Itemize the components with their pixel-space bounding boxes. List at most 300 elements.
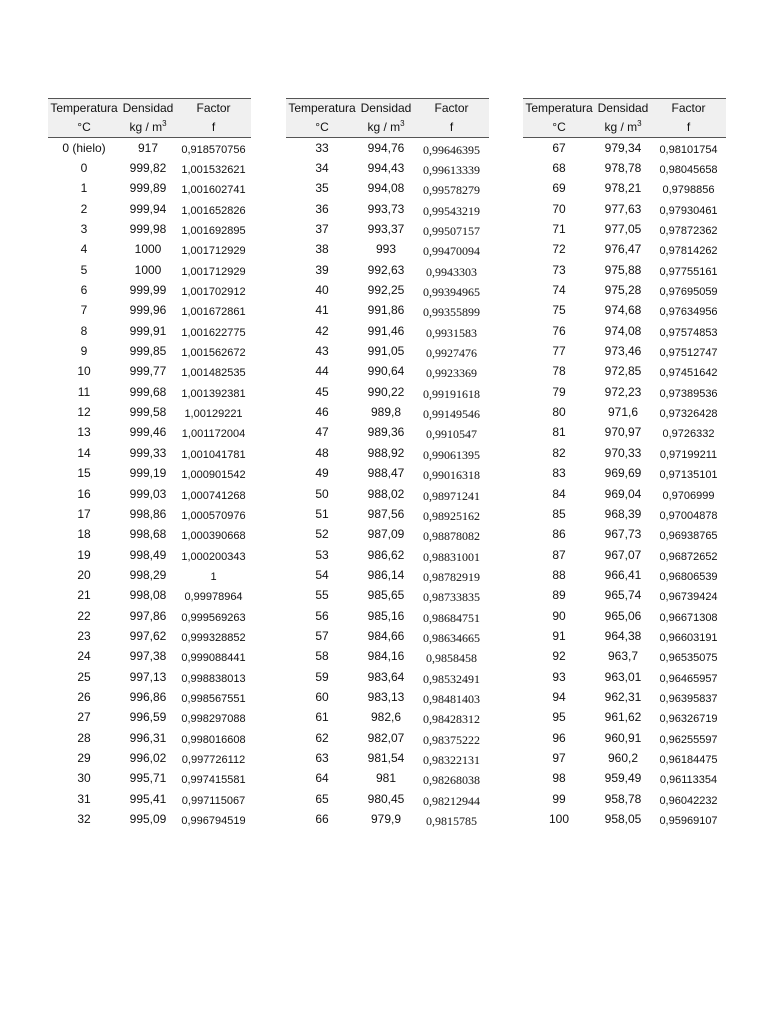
table-row <box>286 280 489 300</box>
table-row <box>48 809 251 829</box>
table-row <box>286 260 489 280</box>
table-row <box>48 667 251 687</box>
header-temperature: Temperatura <box>286 99 358 119</box>
cell-temperature: 75 <box>552 303 566 318</box>
cell-temperature: 41 <box>315 303 329 318</box>
cell-density: 990,22 <box>367 384 405 399</box>
cell-temperature: 45 <box>315 384 329 399</box>
table-row <box>48 484 251 504</box>
cell-density: 979,9 <box>370 812 402 827</box>
cell-density: 993,37 <box>367 222 405 237</box>
cell-density: 992,63 <box>367 262 405 277</box>
cell-factor: 0,997115067 <box>181 794 246 807</box>
cell-temperature: 98 <box>552 771 566 786</box>
cell-density: 962,31 <box>604 689 642 704</box>
cell-density: 972,85 <box>604 364 642 379</box>
cell-factor: 0,96603191 <box>659 631 718 644</box>
cell-density: 997,86 <box>129 608 167 623</box>
cell-factor: 0,9798856 <box>662 184 715 197</box>
table-row <box>523 280 726 300</box>
table-row <box>48 341 251 361</box>
table-row <box>523 626 726 646</box>
table-row <box>523 545 726 565</box>
table-row <box>48 728 251 748</box>
table-row <box>286 809 489 829</box>
cell-factor: 0,9923369 <box>426 366 477 381</box>
cell-factor: 0,99613339 <box>423 163 480 178</box>
cell-factor: 1 <box>210 570 217 583</box>
cell-factor: 1,000200343 <box>181 550 246 563</box>
cell-factor: 0,96255597 <box>659 733 718 746</box>
cell-density: 999,77 <box>129 364 167 379</box>
table-row <box>48 423 251 443</box>
table-row <box>286 219 489 239</box>
cell-density: 999,33 <box>129 445 167 460</box>
cell-density: 970,33 <box>604 445 642 460</box>
header-density-unit: kg / $m^3$ <box>595 118 651 138</box>
table-row <box>48 280 251 300</box>
cell-density: 999,99 <box>129 283 167 298</box>
table-row <box>48 464 251 484</box>
cell-temperature: 33 <box>315 140 329 155</box>
cell-density: 991,46 <box>367 323 405 338</box>
cell-temperature: 24 <box>77 649 91 664</box>
table-header <box>286 99 489 138</box>
cell-density: 982,07 <box>367 730 405 745</box>
header-temperature-unit: °C <box>286 118 358 138</box>
density-table <box>48 98 251 830</box>
cell-factor: 0,98782919 <box>423 569 480 584</box>
cell-temperature: 94 <box>552 689 566 704</box>
cell-temperature: 23 <box>77 628 91 643</box>
density-table <box>523 98 726 830</box>
table-row <box>523 240 726 260</box>
table-row <box>523 219 726 239</box>
cell-temperature: 88 <box>552 567 566 582</box>
table-row <box>286 240 489 260</box>
table-row <box>48 789 251 809</box>
cell-density: 976,47 <box>604 242 642 257</box>
table-row <box>286 443 489 463</box>
cell-temperature: 34 <box>315 161 329 176</box>
cell-temperature: 49 <box>315 466 329 481</box>
table-row <box>286 341 489 361</box>
table-row <box>523 484 726 504</box>
table-row <box>523 667 726 687</box>
table-row <box>286 504 489 524</box>
cell-density: 984,16 <box>367 649 405 664</box>
table-header <box>523 99 726 138</box>
cell-density: 989,8 <box>370 405 402 420</box>
cell-temperature: 87 <box>552 547 566 562</box>
cell-temperature: 19 <box>77 547 91 562</box>
cell-factor: 1,001172004 <box>181 428 246 441</box>
header-density-unit: kg / $m^3$ <box>358 118 414 138</box>
header-factor: Factor <box>414 99 489 119</box>
cell-temperature: 5 <box>80 262 88 277</box>
cell-density: 992,25 <box>367 283 405 298</box>
cell-factor: 0,98101754 <box>659 143 718 156</box>
cell-density: 999,89 <box>129 181 167 196</box>
cell-density: 990,64 <box>367 364 405 379</box>
cell-density: 1000 <box>134 262 162 277</box>
cell-temperature: 1 <box>80 181 88 196</box>
cell-density: 999,03 <box>129 486 167 501</box>
cell-temperature: 0 (hielo) <box>62 140 106 155</box>
table-row <box>48 219 251 239</box>
table-row <box>48 443 251 463</box>
table-row <box>48 382 251 402</box>
cell-factor: 0,999328852 <box>181 631 246 644</box>
cell-density: 917 <box>137 140 159 155</box>
cell-temperature: 35 <box>315 181 329 196</box>
cell-factor: 0,9726332 <box>662 428 715 441</box>
cell-factor: 0,96113354 <box>659 774 718 787</box>
cell-density: 986,62 <box>367 547 405 562</box>
cell-density: 999,19 <box>129 466 167 481</box>
cell-density: 974,68 <box>604 303 642 318</box>
cell-temperature: 18 <box>77 527 91 542</box>
cell-factor: 1,001622775 <box>181 326 246 339</box>
table-row <box>523 728 726 748</box>
cell-temperature: 6 <box>80 283 88 298</box>
cell-density: 999,68 <box>129 384 167 399</box>
cell-factor: 0,9706999 <box>662 489 715 502</box>
cell-temperature: 10 <box>77 364 91 379</box>
table-row <box>523 423 726 443</box>
cell-factor: 0,999569263 <box>181 611 246 624</box>
cell-density: 991,86 <box>367 303 405 318</box>
table-row <box>48 138 251 159</box>
cell-factor: 0,998567551 <box>181 692 246 705</box>
cell-density: 991,05 <box>367 344 405 359</box>
cell-factor: 0,996794519 <box>181 815 246 828</box>
cell-factor: 0,96184475 <box>659 753 718 766</box>
cell-density: 974,08 <box>604 323 642 338</box>
table-row <box>48 545 251 565</box>
cell-factor: 0,97451642 <box>659 367 718 380</box>
cell-factor: 0,98268038 <box>423 773 480 788</box>
table-row <box>286 565 489 585</box>
table-row <box>286 626 489 646</box>
cell-temperature: 13 <box>77 425 91 440</box>
cell-factor: 0,96465957 <box>659 672 718 685</box>
cell-factor: 0,98634665 <box>423 630 480 645</box>
cell-factor: 0,99470094 <box>423 244 480 259</box>
cell-factor: 0,97199211 <box>659 448 718 461</box>
cell-temperature: 100 <box>548 812 570 827</box>
table-row <box>523 199 726 219</box>
cell-temperature: 73 <box>552 262 566 277</box>
table-row <box>286 708 489 728</box>
cell-temperature: 85 <box>552 506 566 521</box>
cell-temperature: 99 <box>552 791 566 806</box>
cell-temperature: 65 <box>315 791 329 806</box>
table-row <box>48 626 251 646</box>
cell-density: 967,73 <box>604 527 642 542</box>
cell-temperature: 30 <box>77 771 91 786</box>
table-row <box>48 525 251 545</box>
cell-factor: 0,99061395 <box>423 447 480 462</box>
cell-temperature: 46 <box>315 405 329 420</box>
cell-temperature: 72 <box>552 242 566 257</box>
cell-temperature: 62 <box>315 730 329 745</box>
cell-factor: 0,99016318 <box>423 468 480 483</box>
cell-factor: 0,998297088 <box>181 713 246 726</box>
cell-density: 995,71 <box>129 771 167 786</box>
cell-temperature: 28 <box>77 730 91 745</box>
cell-density: 980,45 <box>367 791 405 806</box>
table-row <box>48 240 251 260</box>
table-row <box>286 321 489 341</box>
cell-temperature: 77 <box>552 344 566 359</box>
cell-temperature: 80 <box>552 405 566 420</box>
cell-temperature: 4 <box>80 242 88 257</box>
cell-factor: 0,9943303 <box>426 264 477 279</box>
cell-factor: 1,001392381 <box>181 387 246 400</box>
cell-temperature: 22 <box>77 608 91 623</box>
density-tables <box>0 98 768 829</box>
table-row <box>523 362 726 382</box>
cell-factor: 0,99149546 <box>423 407 480 422</box>
cell-density: 982,6 <box>370 710 402 725</box>
cell-density: 960,2 <box>607 750 639 765</box>
cell-factor: 0,9927476 <box>426 346 477 361</box>
table-row <box>286 158 489 178</box>
cell-temperature: 31 <box>77 791 91 806</box>
cell-factor: 1,001652826 <box>181 204 246 217</box>
cell-factor: 0,998016608 <box>181 733 246 746</box>
cell-temperature: 26 <box>77 689 91 704</box>
cell-factor: 1,001602741 <box>181 184 246 197</box>
header-density: Densidad <box>120 99 176 119</box>
cell-factor: 0,97326428 <box>659 408 718 421</box>
cell-density: 967,07 <box>604 547 642 562</box>
cell-density: 998,68 <box>129 527 167 542</box>
table-row <box>286 667 489 687</box>
table-row <box>286 586 489 606</box>
cell-density: 988,92 <box>367 445 405 460</box>
table-row <box>48 748 251 768</box>
cell-factor: 0,98428312 <box>423 712 480 727</box>
cell-factor: 0,97695059 <box>659 286 718 299</box>
cell-temperature: 93 <box>552 669 566 684</box>
cell-factor: 0,98045658 <box>659 164 718 177</box>
header-density: Densidad <box>358 99 414 119</box>
table-row <box>286 484 489 504</box>
table-row <box>523 179 726 199</box>
table-body <box>523 138 726 830</box>
cell-temperature: 95 <box>552 710 566 725</box>
cell-temperature: 36 <box>315 201 329 216</box>
cell-temperature: 37 <box>315 222 329 237</box>
cell-temperature: 58 <box>315 649 329 664</box>
cell-temperature: 92 <box>552 649 566 664</box>
cell-temperature: 96 <box>552 730 566 745</box>
cell-density: 994,43 <box>367 161 405 176</box>
cell-factor: 0,98375222 <box>423 732 480 747</box>
cell-temperature: 27 <box>77 710 91 725</box>
table-row <box>286 545 489 565</box>
cell-temperature: 53 <box>315 547 329 562</box>
table-row <box>523 565 726 585</box>
cell-density: 989,36 <box>367 425 405 440</box>
table-row <box>286 647 489 667</box>
header-factor: Factor <box>176 99 251 119</box>
cell-density: 977,05 <box>604 222 642 237</box>
table-row <box>286 687 489 707</box>
cell-temperature: 69 <box>552 181 566 196</box>
table-row <box>523 687 726 707</box>
cell-density: 997,62 <box>129 628 167 643</box>
cell-factor: 1,000741268 <box>181 489 246 502</box>
cell-temperature: 97 <box>552 750 566 765</box>
cell-density: 964,38 <box>604 628 642 643</box>
cell-factor: 0,98481403 <box>423 691 480 706</box>
table-row <box>48 158 251 178</box>
table-row <box>523 341 726 361</box>
cell-density: 999,96 <box>129 303 167 318</box>
cell-temperature: 54 <box>315 567 329 582</box>
cell-density: 999,46 <box>129 425 167 440</box>
cell-factor: 0,96042232 <box>659 794 718 807</box>
table-row <box>286 199 489 219</box>
cell-factor: 0,918570756 <box>181 143 246 156</box>
cell-density: 998,49 <box>129 547 167 562</box>
cell-density: 960,91 <box>604 730 642 745</box>
cell-density: 997,38 <box>129 649 167 664</box>
cell-temperature: 67 <box>552 140 566 155</box>
cell-temperature: 20 <box>77 567 91 582</box>
cell-factor: 1,001712929 <box>181 245 246 258</box>
cell-factor: 1,001712929 <box>181 265 246 278</box>
cell-factor: 0,99646395 <box>423 142 480 157</box>
table-row <box>523 402 726 422</box>
cell-temperature: 81 <box>552 425 566 440</box>
table-row <box>286 382 489 402</box>
cell-density: 972,23 <box>604 384 642 399</box>
cell-density: 959,49 <box>604 771 642 786</box>
cell-factor: 0,95969107 <box>659 815 718 828</box>
table-row <box>48 260 251 280</box>
cell-temperature: 25 <box>77 669 91 684</box>
cell-density: 965,06 <box>604 608 642 623</box>
cell-temperature: 74 <box>552 283 566 298</box>
header-factor: Factor <box>651 99 726 119</box>
header-factor-unit: f <box>176 118 251 138</box>
cell-density: 993,73 <box>367 201 405 216</box>
table-row <box>48 606 251 626</box>
cell-temperature: 47 <box>315 425 329 440</box>
cell-temperature: 64 <box>315 771 329 786</box>
table-row <box>523 382 726 402</box>
cell-factor: 0,9858458 <box>426 651 477 666</box>
cell-temperature: 2 <box>80 201 88 216</box>
table-row <box>286 748 489 768</box>
cell-temperature: 32 <box>77 812 91 827</box>
cell-temperature: 90 <box>552 608 566 623</box>
cell-temperature: 57 <box>315 628 329 643</box>
cell-density: 988,47 <box>367 466 405 481</box>
table-row <box>48 504 251 524</box>
cell-temperature: 21 <box>77 588 91 603</box>
cell-density: 978,21 <box>604 181 642 196</box>
table-row <box>48 687 251 707</box>
table-row <box>286 423 489 443</box>
table-row <box>523 748 726 768</box>
cell-factor: 0,96535075 <box>659 652 718 665</box>
header-factor-unit: f <box>414 118 489 138</box>
cell-temperature: 83 <box>552 466 566 481</box>
cell-temperature: 3 <box>80 222 88 237</box>
cell-factor: 0,96739424 <box>659 591 718 604</box>
table-row <box>48 586 251 606</box>
cell-temperature: 12 <box>77 405 91 420</box>
cell-density: 981 <box>375 771 397 786</box>
cell-temperature: 86 <box>552 527 566 542</box>
cell-density: 963,01 <box>604 669 642 684</box>
header-temperature-unit: °C <box>523 118 595 138</box>
cell-density: 994,76 <box>367 140 405 155</box>
cell-factor: 0,97634956 <box>659 306 718 319</box>
table-row <box>286 769 489 789</box>
table-row <box>523 647 726 667</box>
table-row <box>523 260 726 280</box>
cell-density: 975,28 <box>604 283 642 298</box>
cell-temperature: 59 <box>315 669 329 684</box>
cell-temperature: 78 <box>552 364 566 379</box>
cell-temperature: 48 <box>315 445 329 460</box>
cell-factor: 0,97389536 <box>659 387 718 400</box>
table-row <box>48 301 251 321</box>
cell-factor: 0,98878082 <box>423 529 480 544</box>
cell-factor: 0,97930461 <box>659 204 718 217</box>
cell-density: 1000 <box>134 242 162 257</box>
cell-temperature: 84 <box>552 486 566 501</box>
cell-factor: 1,001692895 <box>181 225 246 238</box>
cell-density: 969,69 <box>604 466 642 481</box>
cell-temperature: 68 <box>552 161 566 176</box>
table-row <box>48 362 251 382</box>
cell-density: 996,59 <box>129 710 167 725</box>
cell-temperature: 52 <box>315 527 329 542</box>
header-temperature-unit: °C <box>48 118 120 138</box>
cell-factor: 0,99543219 <box>423 203 480 218</box>
table-row <box>523 606 726 626</box>
table-row <box>48 321 251 341</box>
table-row <box>286 606 489 626</box>
cell-density: 987,56 <box>367 506 405 521</box>
cell-temperature: 39 <box>315 262 329 277</box>
cell-factor: 0,98322131 <box>423 752 480 767</box>
cell-factor: 0,96806539 <box>659 570 718 583</box>
table-row <box>523 708 726 728</box>
cell-factor: 0,97004878 <box>659 509 718 522</box>
cell-density: 988,02 <box>367 486 405 501</box>
table-row <box>523 789 726 809</box>
cell-density: 958,05 <box>604 812 642 827</box>
cell-density: 996,02 <box>129 750 167 765</box>
cell-temperature: 43 <box>315 344 329 359</box>
table-row <box>48 769 251 789</box>
table-row <box>523 525 726 545</box>
table-row <box>523 809 726 829</box>
cell-density: 999,58 <box>129 405 167 420</box>
cell-density: 975,88 <box>604 262 642 277</box>
cell-factor: 0,96395837 <box>659 692 718 705</box>
cell-temperature: 70 <box>552 201 566 216</box>
table-row <box>48 402 251 422</box>
